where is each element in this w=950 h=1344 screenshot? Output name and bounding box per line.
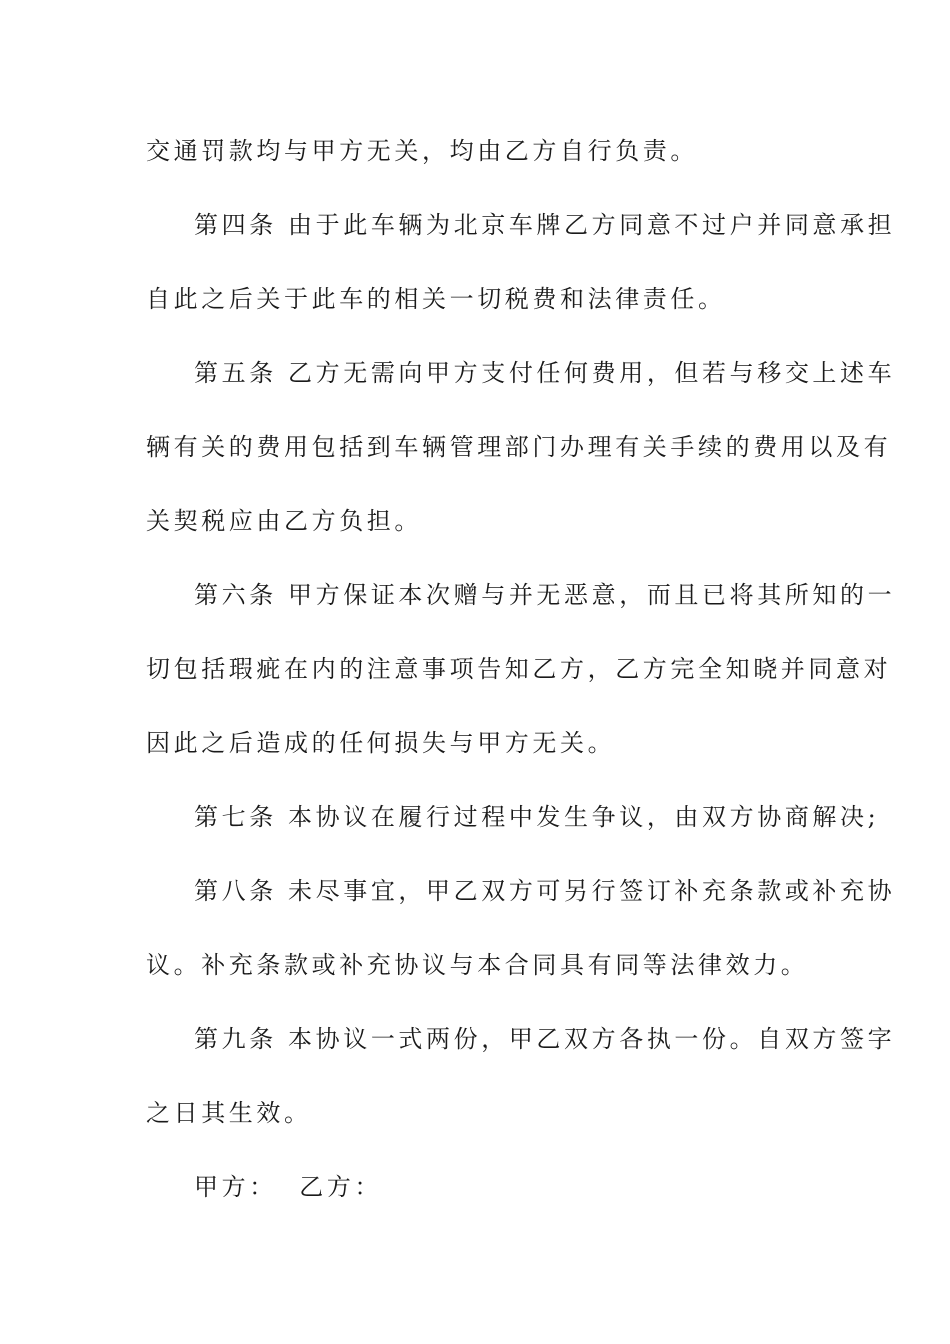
text-line: 因此之后造成的任何损失与甲方无关。 [146,729,616,757]
text-line: 交通罚款均与甲方无关，均由乙方自行负责。 [146,137,698,165]
text-line: 之日其生效。 [146,1099,312,1127]
clause-6-line: 第六条 甲方保证本次赠与并无恶意，而且已将其所知的一 [194,581,896,609]
text-line: 自此之后关于此车的相关一切税费和法律责任。 [146,285,726,313]
text-line: 议。补充条款或补充协议与本合同具有同等法律效力。 [146,951,809,979]
text-line: 关契税应由乙方负担。 [146,507,422,535]
clause-7-line: 第七条 本协议在履行过程中发生争议，由双方协商解决; [194,803,880,831]
text-line: 辆有关的费用包括到车辆管理部门办理有关手续的费用以及有 [146,433,892,461]
signature-line: 甲方： 乙方： [194,1173,383,1201]
clause-8-line: 第八条 未尽事宜，甲乙双方可另行签订补充条款或补充协 [194,877,896,905]
clause-5-line: 第五条 乙方无需向甲方支付任何费用，但若与移交上述车 [194,359,896,387]
clause-4-line: 第四条 由于此车辆为北京车牌乙方同意不过户并同意承担 [194,211,896,239]
clause-9-line: 第九条 本协议一式两份，甲乙双方各执一份。自双方签字 [194,1025,896,1053]
text-line: 切包括瑕疵在内的注意事项告知乙方，乙方完全知晓并同意对 [146,655,892,683]
